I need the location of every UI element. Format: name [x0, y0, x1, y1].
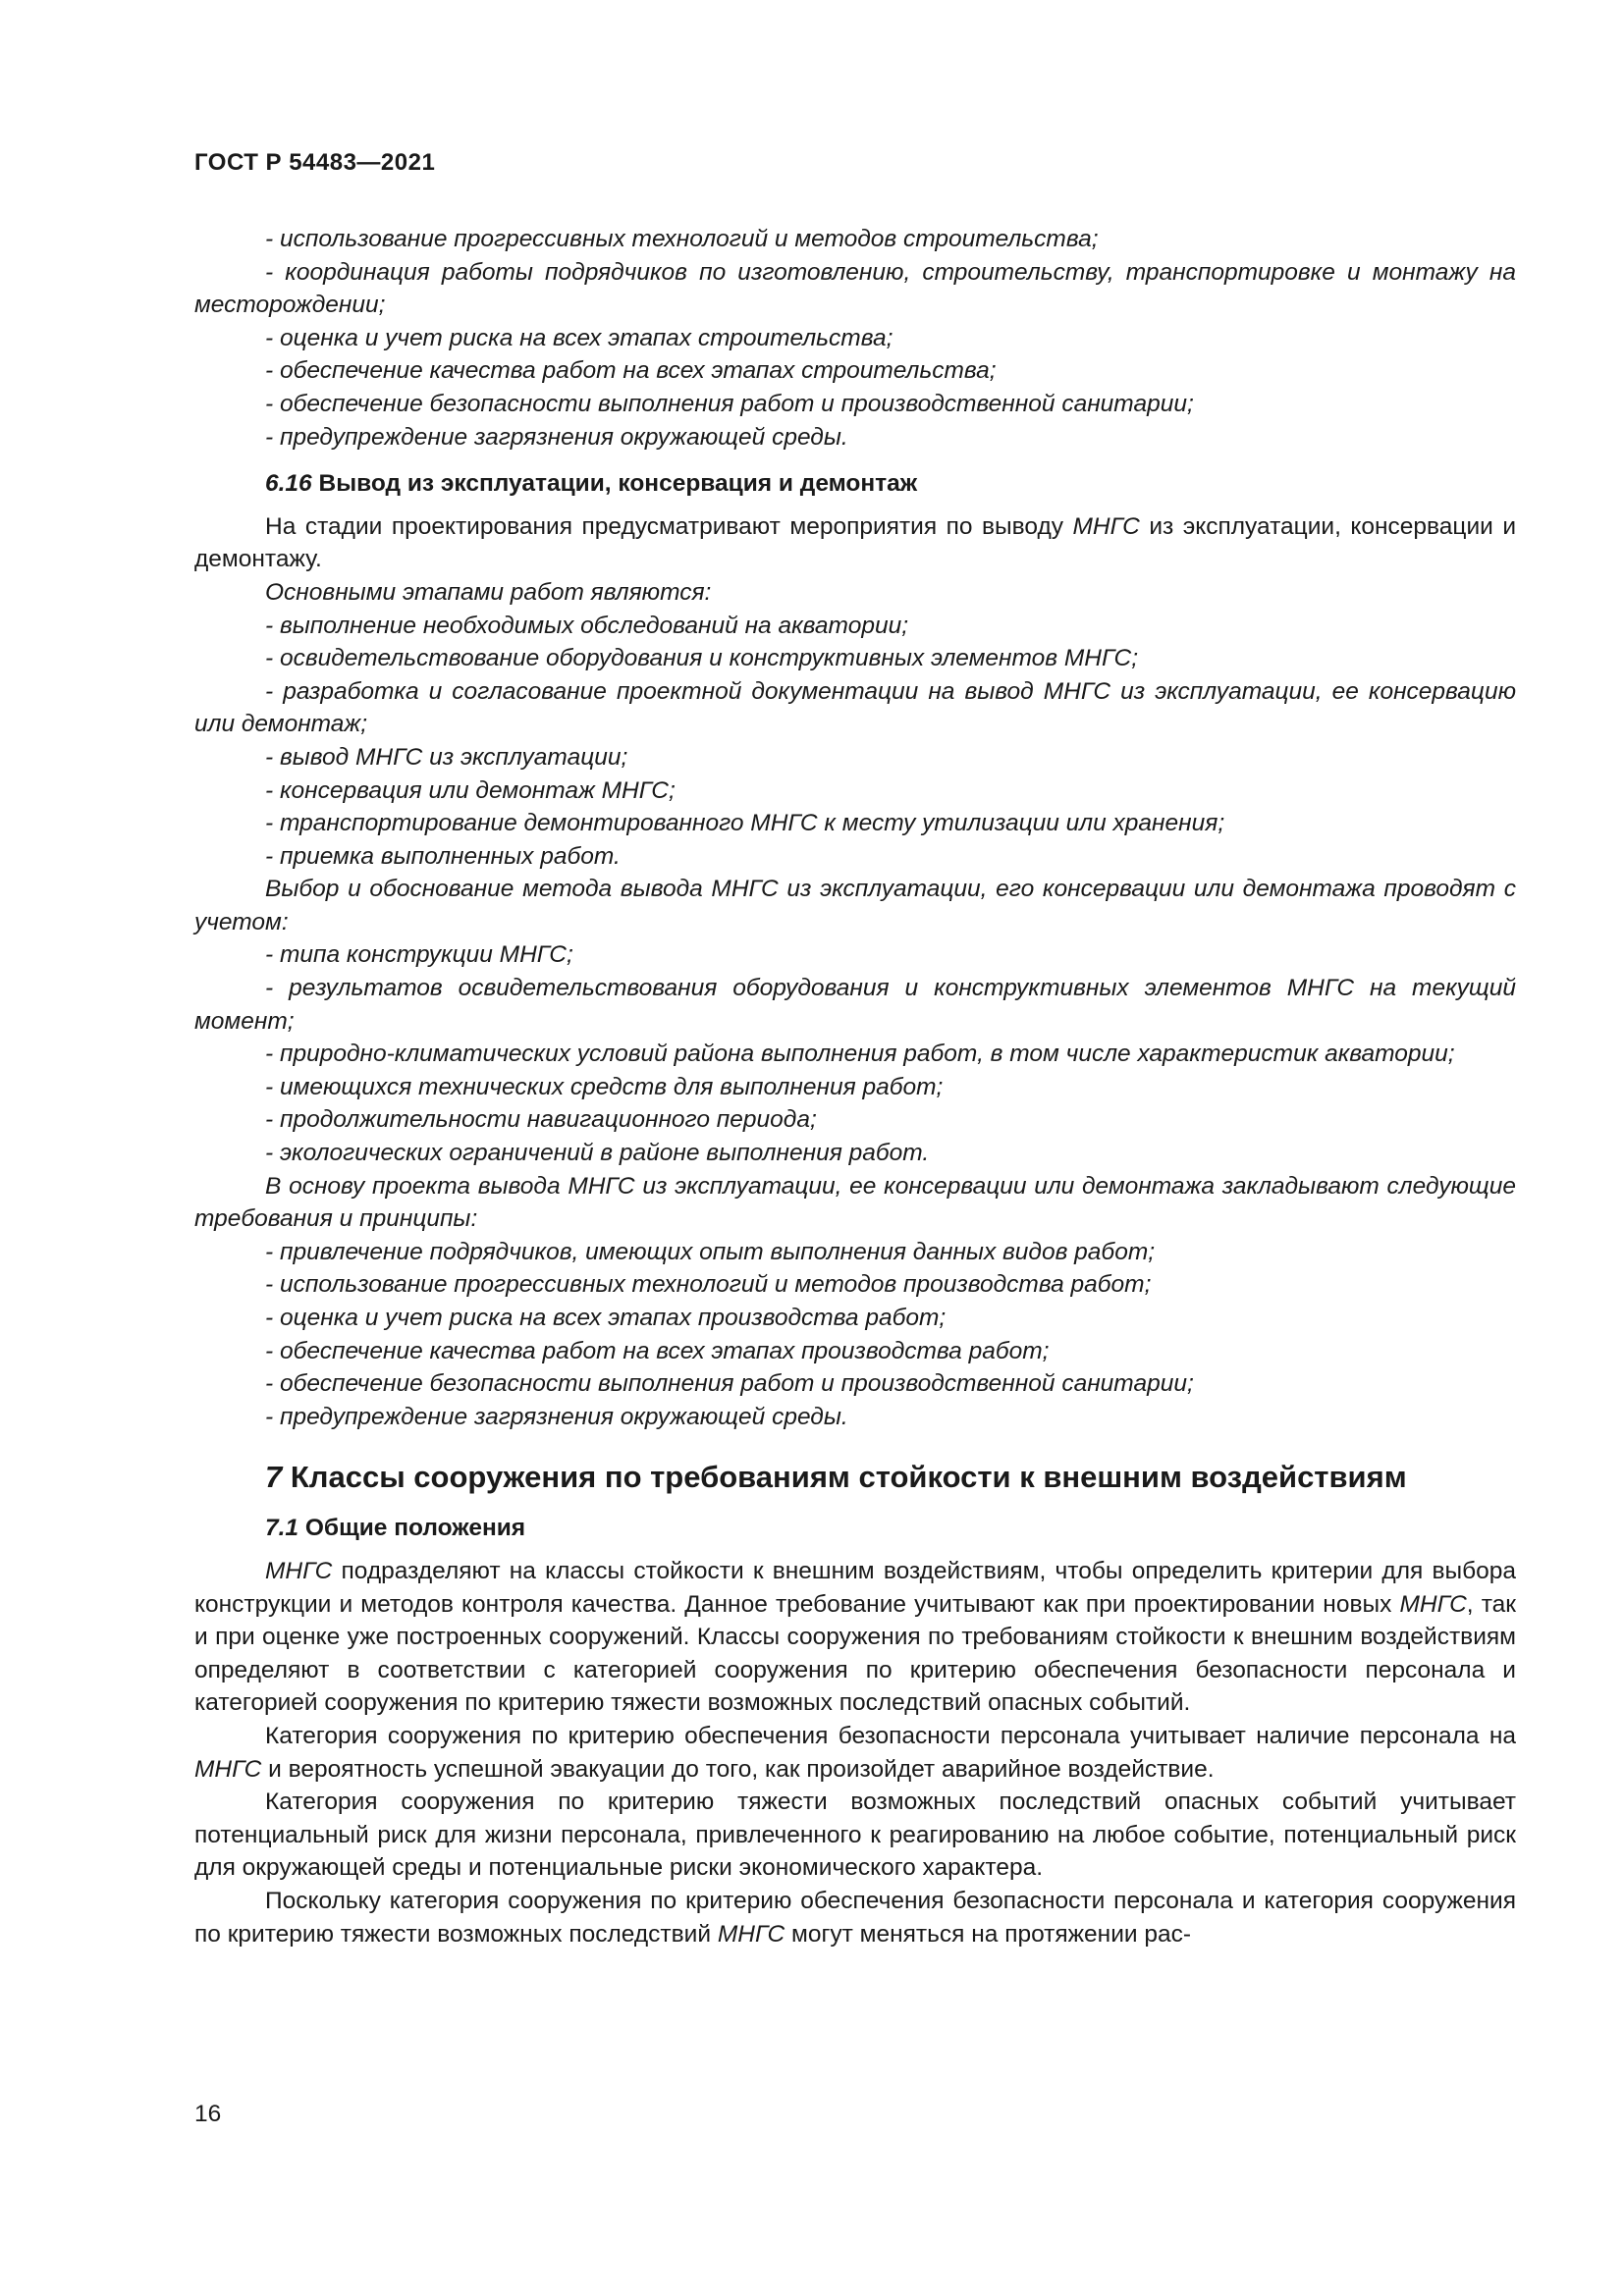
- paragraph: Поскольку категория сооружения по критерию обеспечения безопасности персонала и категория сооружения по критерию тяжести возможных последствий МНГС могут меняться на протяжении рас-: [194, 1887, 1516, 1948]
- subsection-heading-7-1: [194, 1512, 1516, 1545]
- list-item: - выполнение необходимых обследований на акватории;: [265, 612, 909, 639]
- list-item: - результатов освидетельствования оборудования и конструктивных элементов МНГС на текущий момент;: [194, 975, 1516, 1035]
- list-item: - обеспечение качества работ на всех этапах производства работ;: [265, 1337, 1050, 1364]
- list-item: - имеющихся технических средств для выполнения работ;: [265, 1073, 944, 1100]
- list-lead: В основу проекта вывода МНГС из эксплуатации, ее консервации или демонтажа закладывают следующие требования и принципы:: [194, 1172, 1516, 1233]
- list-item: - привлечение подрядчиков, имеющих опыт выполнения данных видов работ;: [265, 1238, 1156, 1265]
- subsection-number: 6.16: [265, 470, 312, 498]
- paragraph: Категория сооружения по критерию обеспечения безопасности персонала учитывает наличие персонала на МНГС и вероятность успешной эвакуации до того, как произойдет аварийное воздействие.: [194, 1722, 1516, 1783]
- page-number: 16: [194, 2101, 222, 2127]
- document-header: ГОСТ Р 54483—2021: [194, 149, 436, 176]
- list-item: - обеспечение безопасности выполнения работ и производственной санитарии;: [265, 1370, 1194, 1398]
- list-item: - продолжительности навигационного периода;: [265, 1106, 817, 1134]
- page-content: [194, 223, 1516, 1950]
- subsection-title: Общие положения: [304, 1515, 526, 1542]
- list-item: - экологических ограничений в районе выполнения работ.: [265, 1140, 930, 1167]
- list-item: - транспортирование демонтированного МНГС к месту утилизации или хранения;: [265, 810, 1225, 837]
- list-item: - консервация или демонтаж МНГС;: [265, 776, 676, 804]
- list-item: - использование прогрессивных технологий и методов производства работ;: [265, 1271, 1152, 1299]
- paragraph-intro: На стадии проектирования предусматривают мероприятия по выводу МНГС из эксплуатации, консервации и демонтажу.: [194, 512, 1517, 573]
- paragraph: МНГС подразделяют на классы стойкости к внешним воздействиям, чтобы определить критерии для выбора конструкции и методов контроля качества. Данное требование учитывают как при проектировании новых МНГС, так и при оценке уже построенных сооружений. Классы сооружения по требованиям стойкости к внешним воздействиям определяют в соответствии с категорией сооружения по критерию обеспечения безопасности персонала и категорией сооружения по критерию тяжести возможных последствий опасных событий.: [194, 1557, 1517, 1717]
- list-item: - использование прогрессивных технологий и методов строительства;: [265, 226, 1099, 252]
- subsection-heading-6-16: [194, 467, 1516, 501]
- list-item: - координация работы подрядчиков по изготовлению, строительству, транспортировке и монтажу на месторождении;: [194, 258, 1516, 319]
- section-title: Классы сооружения по требованиям стойкости к внешним воздействиям: [290, 1460, 1407, 1495]
- list-item: - приемка выполненных работ.: [265, 842, 621, 870]
- list-item: - предупреждение загрязнения окружающей среды.: [265, 423, 848, 451]
- subsection-number: 7.1: [265, 1515, 299, 1542]
- section-number: 7: [265, 1460, 283, 1495]
- list-item: - типа конструкции МНГС;: [265, 941, 573, 969]
- list-lead: Основными этапами работ являются:: [265, 578, 712, 606]
- list-lead: Выбор и обоснование метода вывода МНГС из эксплуатации, его консервации или демонтажа проводят с учетом:: [194, 876, 1516, 935]
- list-item: - освидетельствование оборудования и конструктивных элементов МНГС;: [265, 645, 1138, 672]
- list-item: - вывод МНГС из эксплуатации;: [265, 743, 628, 771]
- list-item: - оценка и учет риска на всех этапах производства работ;: [265, 1305, 947, 1331]
- list-item: - разработка и согласование проектной документации на вывод МНГС из эксплуатации, ее консервацию или демонтаж;: [194, 677, 1516, 738]
- list-item: - оценка и учет риска на всех этапах строительства;: [265, 324, 893, 351]
- subsection-title: Вывод из эксплуатации, консервация и демонтаж: [318, 470, 918, 498]
- list-item: - обеспечение безопасности выполнения работ и производственной санитарии;: [265, 390, 1194, 417]
- section-heading-7: [194, 1457, 1516, 1498]
- list-item: - обеспечение качества работ на всех этапах строительства;: [265, 357, 997, 385]
- list-item: - природно-климатических условий района выполнения работ, в том числе характеристик акватории;: [265, 1041, 1455, 1068]
- list-block-construction: [194, 223, 1516, 454]
- paragraph: Категория сооружения по критерию тяжести возможных последствий опасных событий учитывает потенциальный риск для жизни персонала, привлеченного к реагированию на любое событие, потенциальный риск для окружающей среды и потенциальные риски экономического характера.: [194, 1789, 1516, 1882]
- list-item: - предупреждение загрязнения окружающей среды.: [265, 1403, 848, 1430]
